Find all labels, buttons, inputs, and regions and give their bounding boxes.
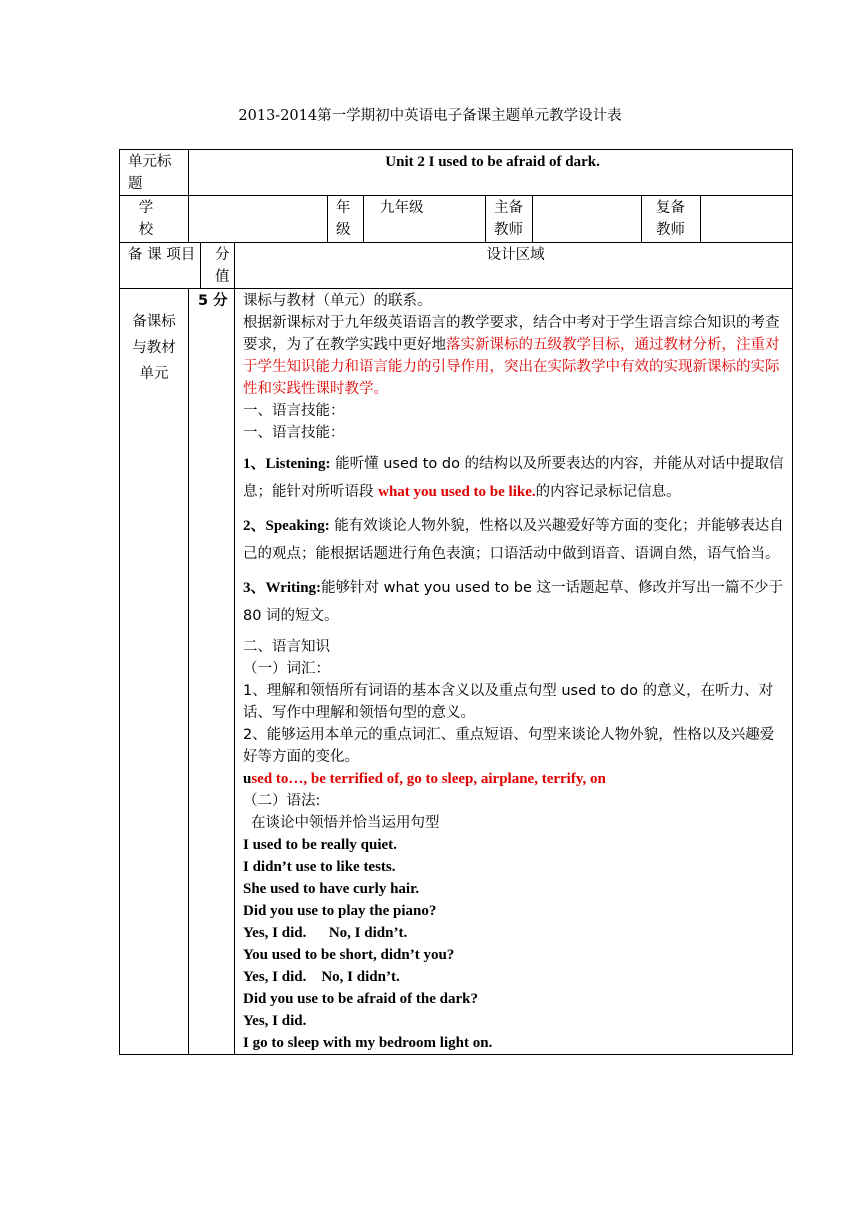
vocab-rest: sed to…, be terrified of, go to sleep, airplane, terrify, on xyxy=(251,771,606,787)
example-0: I used to be really quiet. xyxy=(243,837,397,853)
section-vocab: （一）词汇： xyxy=(243,661,330,677)
row-headers xyxy=(120,243,793,289)
listening-red: what you used to be like. xyxy=(378,484,536,500)
row-info xyxy=(120,196,793,243)
speaking-label: 2、Speaking: xyxy=(243,518,330,534)
example-5: You used to be short, didn’t you? xyxy=(243,947,455,963)
p-requirements-text: 根据新课标对于九年级英语语言的教学要求，结合中考对于学生语言综合知识的考查要求，为了在教学实践中更好地 xyxy=(243,315,780,353)
example-6: Yes, I did. No, I didn’t. xyxy=(243,969,400,985)
main-teacher-label: 主备教师 xyxy=(486,196,533,243)
item-header: 备 课 项目 xyxy=(120,243,201,289)
review-teacher-value xyxy=(701,196,793,243)
page-title xyxy=(0,104,860,125)
vocab-point-2: 2、能够运用本单元的重点词汇、重点短语、句型来谈论人物外貌，性格以及兴趣爱好等方面的变化。 xyxy=(243,727,775,765)
listening-text-end: 的内容记录标记信息。 xyxy=(535,484,681,500)
writing-text: 能够针对 what you used to be 这一话题起草、修改并写出一篇不少于 80 词的短文。 xyxy=(243,580,784,624)
vocab-first: u xyxy=(243,771,252,787)
example-4: Yes, I did. No, I didn’t. xyxy=(243,925,408,941)
section-skills: 一、语言技能： xyxy=(243,403,345,419)
review-teacher-label: 复备教师 xyxy=(642,196,701,243)
grade-value: 九年级 xyxy=(364,196,486,243)
lesson-design-table xyxy=(119,149,793,1055)
vocab-point-1: 1、理解和领悟所有词语的基本含义以及重点句型 used to do 的意义，在听力、对话、写作中理解和领悟句型的意义。 xyxy=(243,683,774,721)
p-relation: 课标与教材（单元）的联系。 xyxy=(243,293,432,309)
school-label: 学校 xyxy=(120,196,189,243)
listening-text: 能听懂 used to do 的结构以及所要表达的内容，并能从对话中提取信息；能针对所听语段 xyxy=(243,456,784,500)
p-requirements-red: 落实新课标的五级教学目标，通过教材分析，注重对于学生知识能力和语言能力的引导作用，突出在实际教学中有效的实现新课标的实际性和实践性课时教学。 xyxy=(243,337,780,397)
example-3: Did you use to play the piano? xyxy=(243,903,437,919)
example-1: I didn’t use to like tests. xyxy=(243,859,396,875)
section-skills-dup: 一、语言技能： xyxy=(243,425,345,441)
design-content xyxy=(235,289,793,1055)
row-content xyxy=(120,289,793,1055)
vocab-list xyxy=(243,768,786,790)
score-value xyxy=(189,289,235,1055)
skill-writing xyxy=(243,574,786,630)
grammar-intro: 在谈论中领悟并恰当运用句型 xyxy=(251,815,440,831)
main-teacher-value xyxy=(533,196,642,243)
skill-listening xyxy=(243,450,786,506)
unit-title-label: 单元标题 xyxy=(120,150,189,196)
item-label: 备课标与教材单元 xyxy=(120,289,189,1055)
school-value xyxy=(189,196,328,243)
title-years: 2013-2014 xyxy=(238,108,318,124)
writing-label: 3、Writing: xyxy=(243,580,322,596)
section-grammar: （二）语法: xyxy=(243,793,321,809)
p-requirements xyxy=(243,312,786,400)
score-header: 分值 xyxy=(201,243,235,289)
title-text: 第一学期初中英语电子备课主题单元教学设计表 xyxy=(317,108,622,124)
skill-speaking xyxy=(243,512,786,568)
example-8: Yes, I did. xyxy=(243,1013,307,1029)
speaking-text: 能有效谈论人物外貌，性格以及兴趣爱好等方面的变化；并能够表达自己的观点；能根据话题进行角色表演；口语活动中做到语音、语调自然，语气恰当。 xyxy=(243,518,784,562)
example-2: She used to have curly hair. xyxy=(243,881,420,897)
row-unit-title xyxy=(120,150,793,196)
listening-label: 1、Listening: xyxy=(243,456,331,472)
design-header: 设计区域 xyxy=(235,243,793,289)
score-text: 5 分 xyxy=(198,293,228,309)
example-9: I go to sleep with my bedroom light on. xyxy=(243,1035,493,1051)
section-knowledge: 二、语言知识 xyxy=(243,639,330,655)
unit-title: Unit 2 I used to be afraid of dark. xyxy=(189,150,793,196)
grade-label: 年级 xyxy=(328,196,364,243)
example-7: Did you use to be afraid of the dark? xyxy=(243,991,479,1007)
